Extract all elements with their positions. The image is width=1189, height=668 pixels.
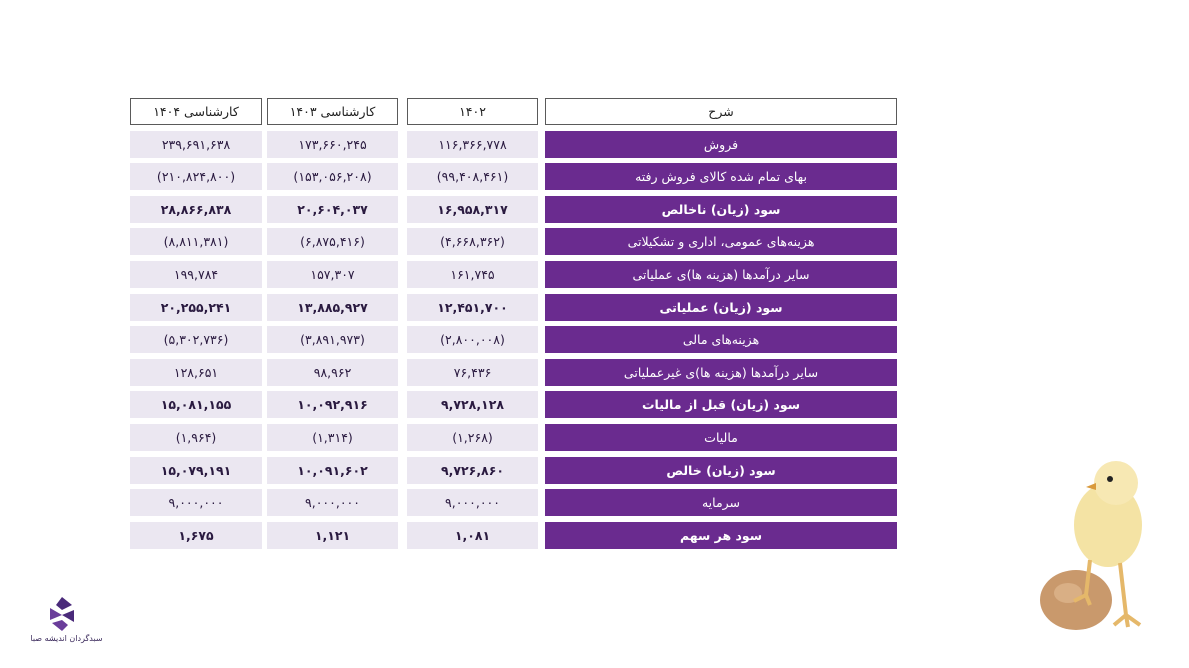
table-row [130, 261, 897, 288]
row-label: سایر درآمدها (هزینه ها)ی عملیاتی [545, 261, 897, 288]
value-1404: (۱,۹۶۴) [130, 424, 262, 451]
value-1402: ۹,۷۲۸,۱۲۸ [407, 391, 538, 418]
header-1403: کارشناسی ۱۴۰۳ [267, 98, 398, 125]
value-1402: ۹,۷۲۶,۸۶۰ [407, 457, 538, 484]
value-1402: ۷۶,۴۳۶ [407, 359, 538, 386]
value-1404: ۱۵,۰۷۹,۱۹۱ [130, 457, 262, 484]
value-1403: ۱۵۷,۳۰۷ [267, 261, 398, 288]
company-logo [14, 596, 119, 646]
value-1402: ۱,۰۸۱ [407, 522, 538, 549]
table-body [130, 131, 897, 549]
income-statement-table [130, 98, 897, 554]
row-label: سرمایه [545, 489, 897, 516]
table-row [130, 294, 897, 321]
value-1403: (۳,۸۹۱,۹۷۳) [267, 326, 398, 353]
value-1403: (۶,۸۷۵,۴۱۶) [267, 228, 398, 255]
table-row [130, 131, 897, 158]
row-label: سود هر سهم [545, 522, 897, 549]
logo-icon [42, 596, 82, 632]
row-label: مالیات [545, 424, 897, 451]
header-description: شرح [545, 98, 897, 125]
value-1403: ۱۰,۰۹۱,۶۰۲ [267, 457, 398, 484]
value-1402: ۹,۰۰۰,۰۰۰ [407, 489, 538, 516]
value-1404: ۲۸,۸۶۶,۸۳۸ [130, 196, 262, 223]
value-1403: (۱,۳۱۴) [267, 424, 398, 451]
value-1404: ۲۰,۲۵۵,۲۴۱ [130, 294, 262, 321]
value-1404: ۲۳۹,۶۹۱,۶۳۸ [130, 131, 262, 158]
value-1403: ۱,۱۲۱ [267, 522, 398, 549]
value-1404: (۸,۸۱۱,۳۸۱) [130, 228, 262, 255]
table-row [130, 228, 897, 255]
row-label: هزینه‌های مالی [545, 326, 897, 353]
table-row [130, 457, 897, 484]
value-1402: (۲,۸۰۰,۰۰۸) [407, 326, 538, 353]
value-1404: ۱۵,۰۸۱,۱۵۵ [130, 391, 262, 418]
value-1404: ۱,۶۷۵ [130, 522, 262, 549]
table-row [130, 522, 897, 549]
value-1404: ۱۲۸,۶۵۱ [130, 359, 262, 386]
row-label: بهای تمام شده کالای فروش رفته [545, 163, 897, 190]
chick-on-egg-image [1028, 455, 1158, 635]
table-row [130, 326, 897, 353]
row-label: سود (زیان) قبل از مالیات [545, 391, 897, 418]
header-1402: ۱۴۰۲ [407, 98, 538, 125]
row-label: سود (زیان) ناخالص [545, 196, 897, 223]
value-1402: (۹۹,۴۰۸,۴۶۱) [407, 163, 538, 190]
row-label: سایر درآمدها (هزینه ها)ی غیرعملیاتی [545, 359, 897, 386]
value-1403: ۹۸,۹۶۲ [267, 359, 398, 386]
value-1403: ۹,۰۰۰,۰۰۰ [267, 489, 398, 516]
table-row [130, 359, 897, 386]
logo-text: سبدگردان اندیشه صبا [30, 634, 103, 643]
table-row [130, 196, 897, 223]
value-1404: (۲۱۰,۸۲۴,۸۰۰) [130, 163, 262, 190]
value-1403: ۱۷۳,۶۶۰,۲۴۵ [267, 131, 398, 158]
table-row [130, 424, 897, 451]
value-1404: ۹,۰۰۰,۰۰۰ [130, 489, 262, 516]
table-header-row [130, 98, 897, 125]
value-1402: ۱۶,۹۵۸,۳۱۷ [407, 196, 538, 223]
row-label: سود (زیان) خالص [545, 457, 897, 484]
value-1403: (۱۵۳,۰۵۶,۲۰۸) [267, 163, 398, 190]
table-row [130, 489, 897, 516]
table-row [130, 391, 897, 418]
value-1404: ۱۹۹,۷۸۴ [130, 261, 262, 288]
row-label: سود (زیان) عملیاتی [545, 294, 897, 321]
value-1403: ۲۰,۶۰۴,۰۳۷ [267, 196, 398, 223]
value-1402: ۱۱۶,۳۶۶,۷۷۸ [407, 131, 538, 158]
value-1402: ۱۶۱,۷۴۵ [407, 261, 538, 288]
value-1402: (۱,۲۶۸) [407, 424, 538, 451]
value-1403: ۱۰,۰۹۲,۹۱۶ [267, 391, 398, 418]
value-1403: ۱۳,۸۸۵,۹۲۷ [267, 294, 398, 321]
row-label: فروش [545, 131, 897, 158]
row-label: هزینه‌های عمومی، اداری و تشکیلاتی [545, 228, 897, 255]
header-1404: کارشناسی ۱۴۰۴ [130, 98, 262, 125]
value-1402: (۴,۶۶۸,۳۶۲) [407, 228, 538, 255]
value-1402: ۱۲,۴۵۱,۷۰۰ [407, 294, 538, 321]
table-row [130, 163, 897, 190]
value-1404: (۵,۳۰۲,۷۳۶) [130, 326, 262, 353]
